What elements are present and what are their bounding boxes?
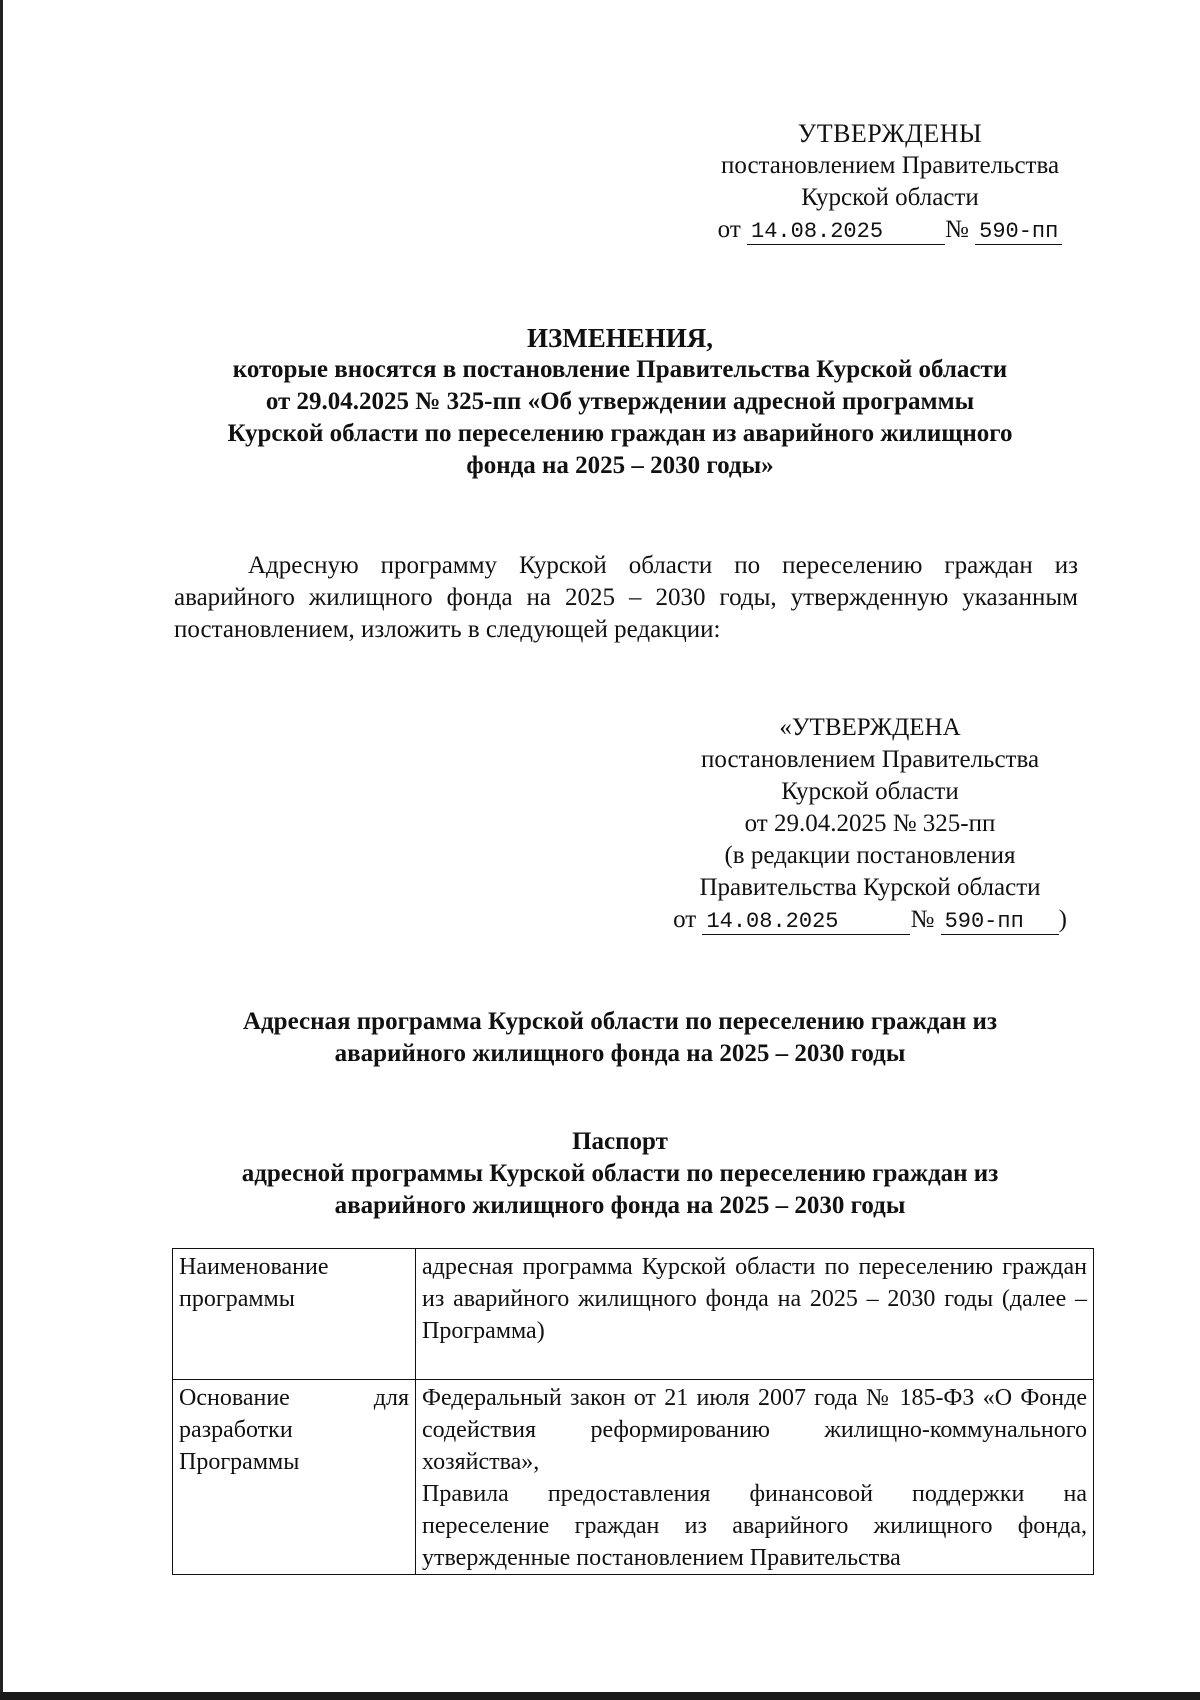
approval-line: Курской области xyxy=(781,778,959,805)
table-row xyxy=(173,1380,1094,1575)
close-paren: ) xyxy=(1058,906,1067,933)
title-line: которые вносятся в постановление Правительства Курской области xyxy=(232,356,1008,383)
passport-title xyxy=(170,1126,1070,1222)
table-label-cell xyxy=(173,1249,416,1380)
number-prefix: № xyxy=(945,216,969,243)
approval-line: Курской области xyxy=(801,184,979,211)
approval-date: 14.08.2025 xyxy=(702,910,910,935)
approval-line: от 29.04.2025 № 325-пп xyxy=(744,810,996,837)
value-paragraph: Правила предоставления финансовой поддержки на переселение граждан из аварийного жилищного фонда, утвержденные постановлением Правительства xyxy=(422,1481,1087,1571)
document-title xyxy=(170,322,1070,482)
scan-edge-bottom xyxy=(0,1692,1200,1700)
approval-line: постановлением Правительства xyxy=(700,746,1040,773)
body-paragraph: Адресную программу Курской области по переселению граждан из аварийного жилищного фонда на 2025 – 2030 годы, утвержденную указанным постановлением, изложить в следующей редакции: xyxy=(174,552,1078,643)
passport-title-line: аварийного жилищного фонда на 2025 – 2030 годы xyxy=(334,1192,906,1219)
passport-table xyxy=(172,1248,1094,1575)
program-title xyxy=(170,1006,1070,1070)
approval-date-line xyxy=(690,214,1090,246)
table-value-cell: адресная программа Курской области по переселению граждан из аварийного жилищного фонда на 2025 – 2030 годы (далее – Программа) xyxy=(416,1249,1094,1380)
table-row xyxy=(173,1249,1094,1380)
title-line: фонда на 2025 – 2030 годы» xyxy=(466,452,774,479)
approval-date: 14.08.2025 xyxy=(747,220,945,245)
table-label-cell xyxy=(173,1380,416,1575)
value-paragraph: Федеральный закон от 21 июля 2007 года № 185-ФЗ «О Фонде содействия реформированию жилищно-коммунального хозяйства», xyxy=(422,1385,1087,1475)
title-line: от 29.04.2025 № 325-пп «Об утверждении адресной программы xyxy=(265,388,975,415)
number-prefix: № xyxy=(910,906,935,933)
passport-title-line: адресной программы Курской области по переселению граждан из xyxy=(241,1160,999,1187)
label-line: Наименование xyxy=(179,1254,329,1280)
table-value-cell xyxy=(416,1380,1094,1575)
approval-line: постановлением Правительства xyxy=(720,152,1060,179)
scan-edge-left xyxy=(0,0,3,1700)
label-line: разработки xyxy=(179,1417,293,1443)
label-line: Основание для xyxy=(179,1385,409,1411)
date-prefix: от xyxy=(673,906,697,933)
passport-title-line: Паспорт xyxy=(572,1128,668,1155)
program-title-line: Адресная программа Курской области по переселению граждан из xyxy=(242,1008,998,1035)
title-line: Курской области по переселению граждан из аварийного жилищного xyxy=(227,420,1013,447)
approval-line: Правительства Курской области xyxy=(699,874,1041,901)
approval-heading: УТВЕРЖДЕНЫ xyxy=(797,119,983,148)
label-line: программы xyxy=(179,1286,295,1312)
approval-block-inner xyxy=(660,712,1080,936)
approval-date-line xyxy=(660,904,1080,936)
approval-line: (в редакции постановления xyxy=(724,842,1016,869)
label-line: Программы xyxy=(179,1449,300,1475)
approval-heading: «УТВЕРЖДЕНА xyxy=(779,714,961,741)
title-line: ИЗМЕНЕНИЯ, xyxy=(526,323,713,353)
program-title-line: аварийного жилищного фонда на 2025 – 2030 годы xyxy=(334,1040,906,1067)
date-prefix: от xyxy=(717,216,741,243)
approval-number: 590-пп xyxy=(941,910,1059,935)
approval-number: 590-пп xyxy=(975,220,1062,245)
approval-block-top xyxy=(690,118,1090,246)
